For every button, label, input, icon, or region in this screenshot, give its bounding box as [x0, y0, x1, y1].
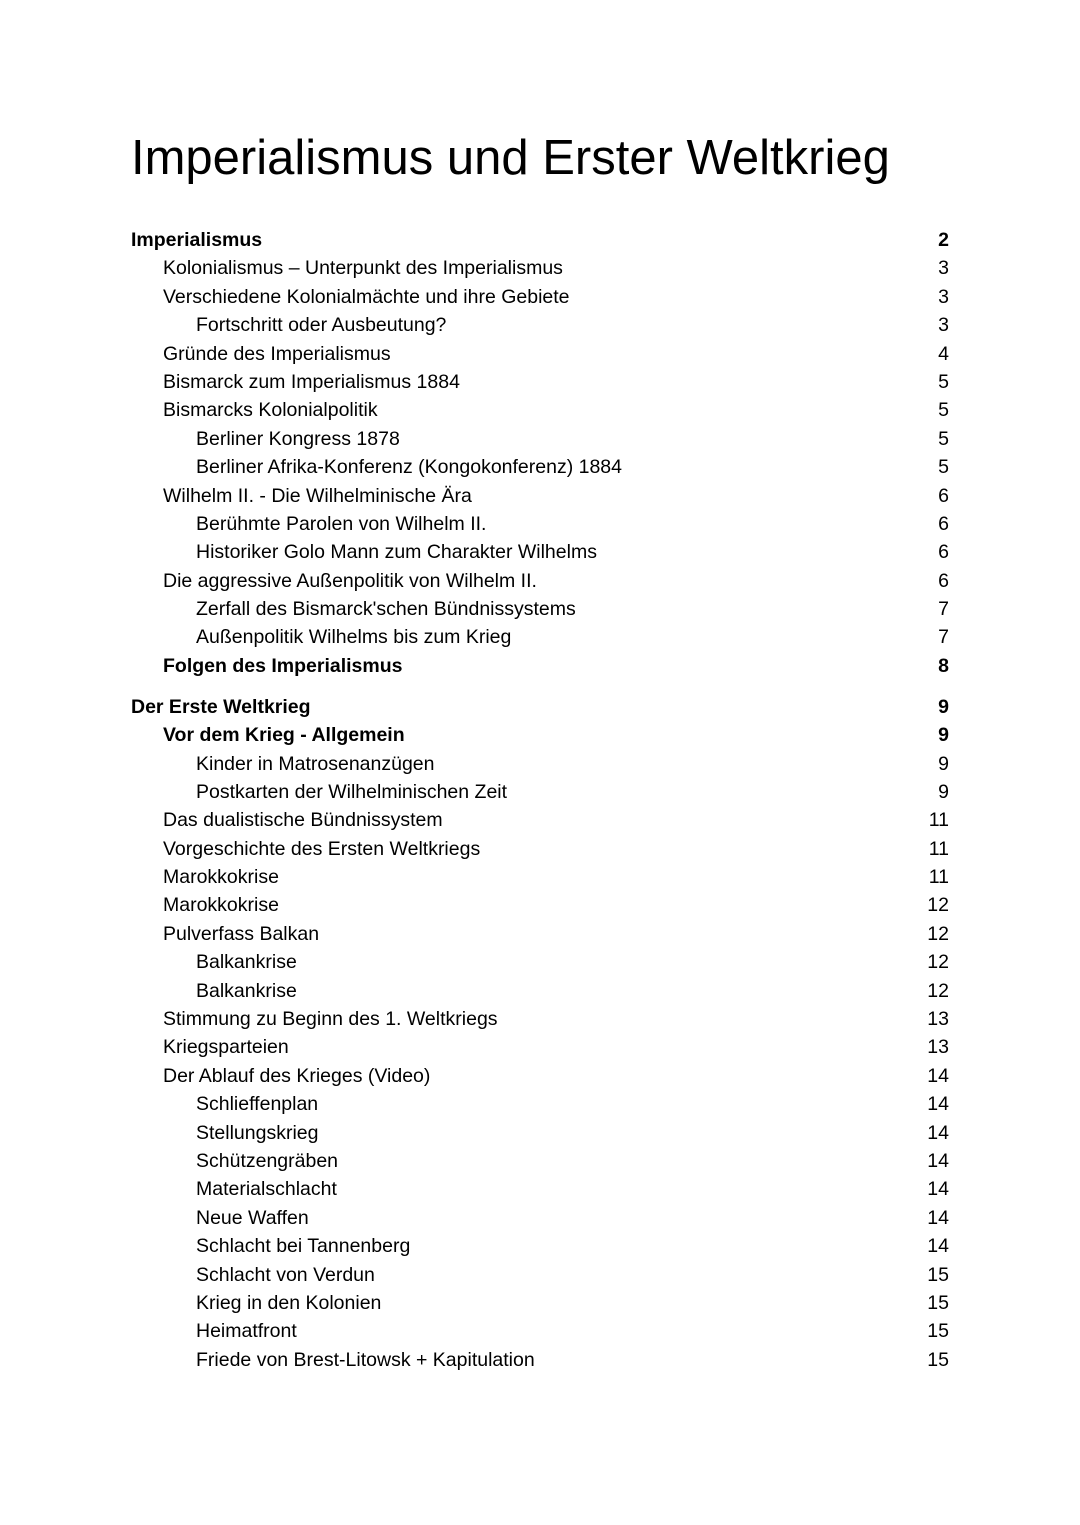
toc-entry-page-number: 15: [927, 1348, 949, 1371]
toc-entry[interactable]: [131, 567, 949, 595]
toc-entry[interactable]: [131, 595, 949, 623]
toc-entry-label: Folgen des Imperialismus: [163, 654, 403, 677]
toc-entry[interactable]: [131, 340, 949, 368]
toc-entry-label: Stimmung zu Beginn des 1. Weltkriegs: [163, 1008, 498, 1031]
toc-entry[interactable]: [131, 652, 949, 680]
toc-entry-label: Fortschritt oder Ausbeutung?: [196, 314, 447, 337]
toc-entry-label: Berliner Afrika-Konferenz (Kongokonferenz) 1884: [196, 456, 622, 479]
toc-entry[interactable]: [131, 482, 949, 510]
toc-entry-label: Der Ablauf des Krieges (Video): [163, 1064, 431, 1087]
toc-entry-page-number: 11: [928, 809, 949, 832]
toc-entry-page-number: 5: [938, 370, 949, 393]
toc-entry-label: Zerfall des Bismarck'schen Bündnissystems: [196, 598, 576, 621]
toc-entry-page-number: 5: [938, 456, 949, 479]
toc-entry-label: Stellungskrieg: [196, 1121, 319, 1144]
toc-entry-label: Historiker Golo Mann zum Charakter Wilhelms: [196, 541, 597, 564]
toc-entry-page-number: 12: [927, 951, 949, 974]
toc-entry-label: Neue Waffen: [196, 1206, 309, 1229]
toc-entry-label: Wilhelm II. - Die Wilhelminische Ära: [163, 484, 472, 507]
toc-entry[interactable]: [131, 1261, 949, 1289]
toc-entry-label: Außenpolitik Wilhelms bis zum Krieg: [196, 626, 512, 649]
toc-entry-page-number: 14: [927, 1064, 949, 1087]
toc-entry-page-number: 4: [938, 342, 949, 365]
toc-entry[interactable]: [131, 538, 949, 566]
toc-entry-page-number: 15: [927, 1263, 949, 1286]
toc-entry-page-number: 15: [927, 1320, 949, 1343]
toc-entry-label: Kolonialismus – Unterpunkt des Imperialismus: [163, 257, 563, 280]
toc-entry-page-number: 14: [927, 1121, 949, 1144]
toc-entry[interactable]: [131, 1005, 949, 1033]
toc-entry[interactable]: [131, 806, 949, 834]
toc-entry-page-number: 14: [927, 1178, 949, 1201]
toc-entry[interactable]: [131, 1232, 949, 1260]
toc-entry-label: Marokkokrise: [163, 894, 279, 917]
toc-entry-page-number: 15: [927, 1291, 949, 1314]
toc-entry[interactable]: [131, 1119, 949, 1147]
toc-entry-page-number: 7: [938, 598, 949, 621]
toc-entry[interactable]: [131, 750, 949, 778]
toc-entry-page-number: 9: [938, 724, 949, 747]
table-of-contents: [131, 226, 949, 1374]
toc-entry[interactable]: [131, 1204, 949, 1232]
toc-entry-page-number: 5: [938, 399, 949, 422]
toc-entry[interactable]: [131, 311, 949, 339]
toc-entry-page-number: 14: [927, 1150, 949, 1172]
toc-entry-page-number: 14: [927, 1235, 949, 1258]
toc-entry-label: Schlacht bei Tannenberg: [196, 1235, 411, 1258]
toc-entry[interactable]: [131, 1062, 949, 1090]
toc-entry-label: Gründe des Imperialismus: [163, 342, 391, 365]
toc-entry-label: Vorgeschichte des Ersten Weltkriegs: [163, 837, 481, 860]
toc-entry-label: Postkarten der Wilhelminischen Zeit: [196, 780, 508, 803]
toc-section: [131, 693, 949, 1374]
toc-entry-label: Friede von Brest-Litowsk + Kapitulation: [196, 1348, 535, 1371]
toc-entry-label: Balkankrise: [196, 979, 297, 1002]
toc-entry-label: Das dualistische Bündnissystem: [163, 809, 443, 832]
toc-entry-page-number: 3: [938, 314, 949, 337]
toc-entry-page-number: 5: [938, 427, 949, 450]
toc-entry-label: Der Erste Weltkrieg: [131, 695, 311, 718]
toc-entry-page-number: 6: [938, 512, 949, 535]
toc-entry-label: Schlieffenplan: [196, 1093, 319, 1116]
toc-entry-page-number: 6: [938, 541, 949, 564]
toc-entry-label: Kinder in Matrosenanzügen: [196, 752, 435, 775]
toc-entry-page-number: 7: [938, 626, 949, 649]
toc-entry[interactable]: [131, 863, 949, 891]
toc-entry-label: Pulverfass Balkan: [163, 922, 320, 945]
toc-entry-label: Materialschlacht: [196, 1178, 337, 1201]
toc-entry-page-number: 9: [938, 780, 949, 803]
toc-entry-page-number: 9: [938, 695, 949, 718]
toc-entry-label: Bismarcks Kolonialpolitik: [163, 399, 378, 422]
toc-entry[interactable]: [131, 977, 949, 1005]
toc-entry-page-number: 3: [938, 285, 949, 308]
toc-entry-page-number: 12: [927, 979, 949, 1002]
toc-entry[interactable]: [131, 1033, 949, 1061]
toc-entry-page-number: 13: [927, 1036, 949, 1059]
toc-entry[interactable]: [131, 396, 949, 424]
toc-entry-page-number: 11: [928, 837, 949, 860]
toc-entry[interactable]: [131, 1147, 949, 1175]
toc-entry[interactable]: [131, 1289, 949, 1317]
toc-entry-page-number: 11: [928, 866, 949, 889]
toc-entry-page-number: 9: [938, 752, 949, 775]
toc-section: [131, 226, 949, 680]
toc-entry-label: Kriegsparteien: [163, 1036, 289, 1059]
toc-entry-page-number: 2: [938, 229, 949, 251]
toc-entry-page-number: 14: [927, 1206, 949, 1229]
toc-entry-label: Krieg in den Kolonien: [196, 1291, 382, 1314]
toc-entry-label: Marokkokrise: [163, 866, 279, 889]
toc-entry[interactable]: [131, 835, 949, 863]
toc-entry[interactable]: [131, 948, 949, 976]
toc-entry[interactable]: [131, 920, 949, 948]
toc-entry-page-number: 12: [927, 922, 949, 945]
toc-entry-label: Bismarck zum Imperialismus 1884: [163, 370, 460, 393]
toc-entry-page-number: 8: [938, 654, 949, 677]
toc-entry[interactable]: [131, 510, 949, 538]
toc-entry[interactable]: [131, 226, 949, 254]
toc-entry[interactable]: [131, 425, 949, 453]
toc-entry-label: Vor dem Krieg - Allgemein: [163, 724, 405, 747]
toc-entry-label: Balkankrise: [196, 951, 297, 974]
toc-entry[interactable]: [131, 623, 949, 651]
toc-entry-page-number: 6: [938, 484, 949, 507]
toc-entry[interactable]: [131, 693, 949, 721]
toc-entry[interactable]: [131, 1346, 949, 1374]
toc-entry-page-number: 14: [927, 1093, 949, 1116]
toc-entry[interactable]: [131, 891, 949, 919]
toc-entry[interactable]: [131, 254, 949, 282]
toc-entry[interactable]: [131, 1175, 949, 1203]
toc-entry-page-number: 12: [927, 894, 949, 917]
toc-entry[interactable]: [131, 283, 949, 311]
toc-entry-page-number: 6: [938, 569, 949, 592]
toc-entry-page-number: 3: [938, 257, 949, 280]
toc-entry[interactable]: [131, 1317, 949, 1345]
toc-entry[interactable]: [131, 721, 949, 749]
toc-entry-label: Imperialismus: [131, 229, 263, 251]
toc-entry-label: Die aggressive Außenpolitik von Wilhelm II.: [163, 569, 537, 592]
toc-entry-page-number: 13: [927, 1008, 949, 1031]
toc-entry-label: Verschiedene Kolonialmächte und ihre Gebiete: [163, 285, 570, 308]
toc-entry-label: Berliner Kongress 1878: [196, 427, 400, 450]
toc-entry-label: Berühmte Parolen von Wilhelm II.: [196, 512, 487, 535]
toc-entry[interactable]: [131, 453, 949, 481]
toc-entry[interactable]: [131, 1090, 949, 1118]
toc-entry[interactable]: [131, 368, 949, 396]
toc-entry-label: Heimatfront: [196, 1320, 297, 1343]
page-title: Imperialismus und Erster Weltkrieg: [131, 131, 890, 185]
toc-entry-label: Schützengräben: [196, 1150, 339, 1172]
toc-entry-label: Schlacht von Verdun: [196, 1263, 375, 1286]
toc-entry[interactable]: [131, 778, 949, 806]
